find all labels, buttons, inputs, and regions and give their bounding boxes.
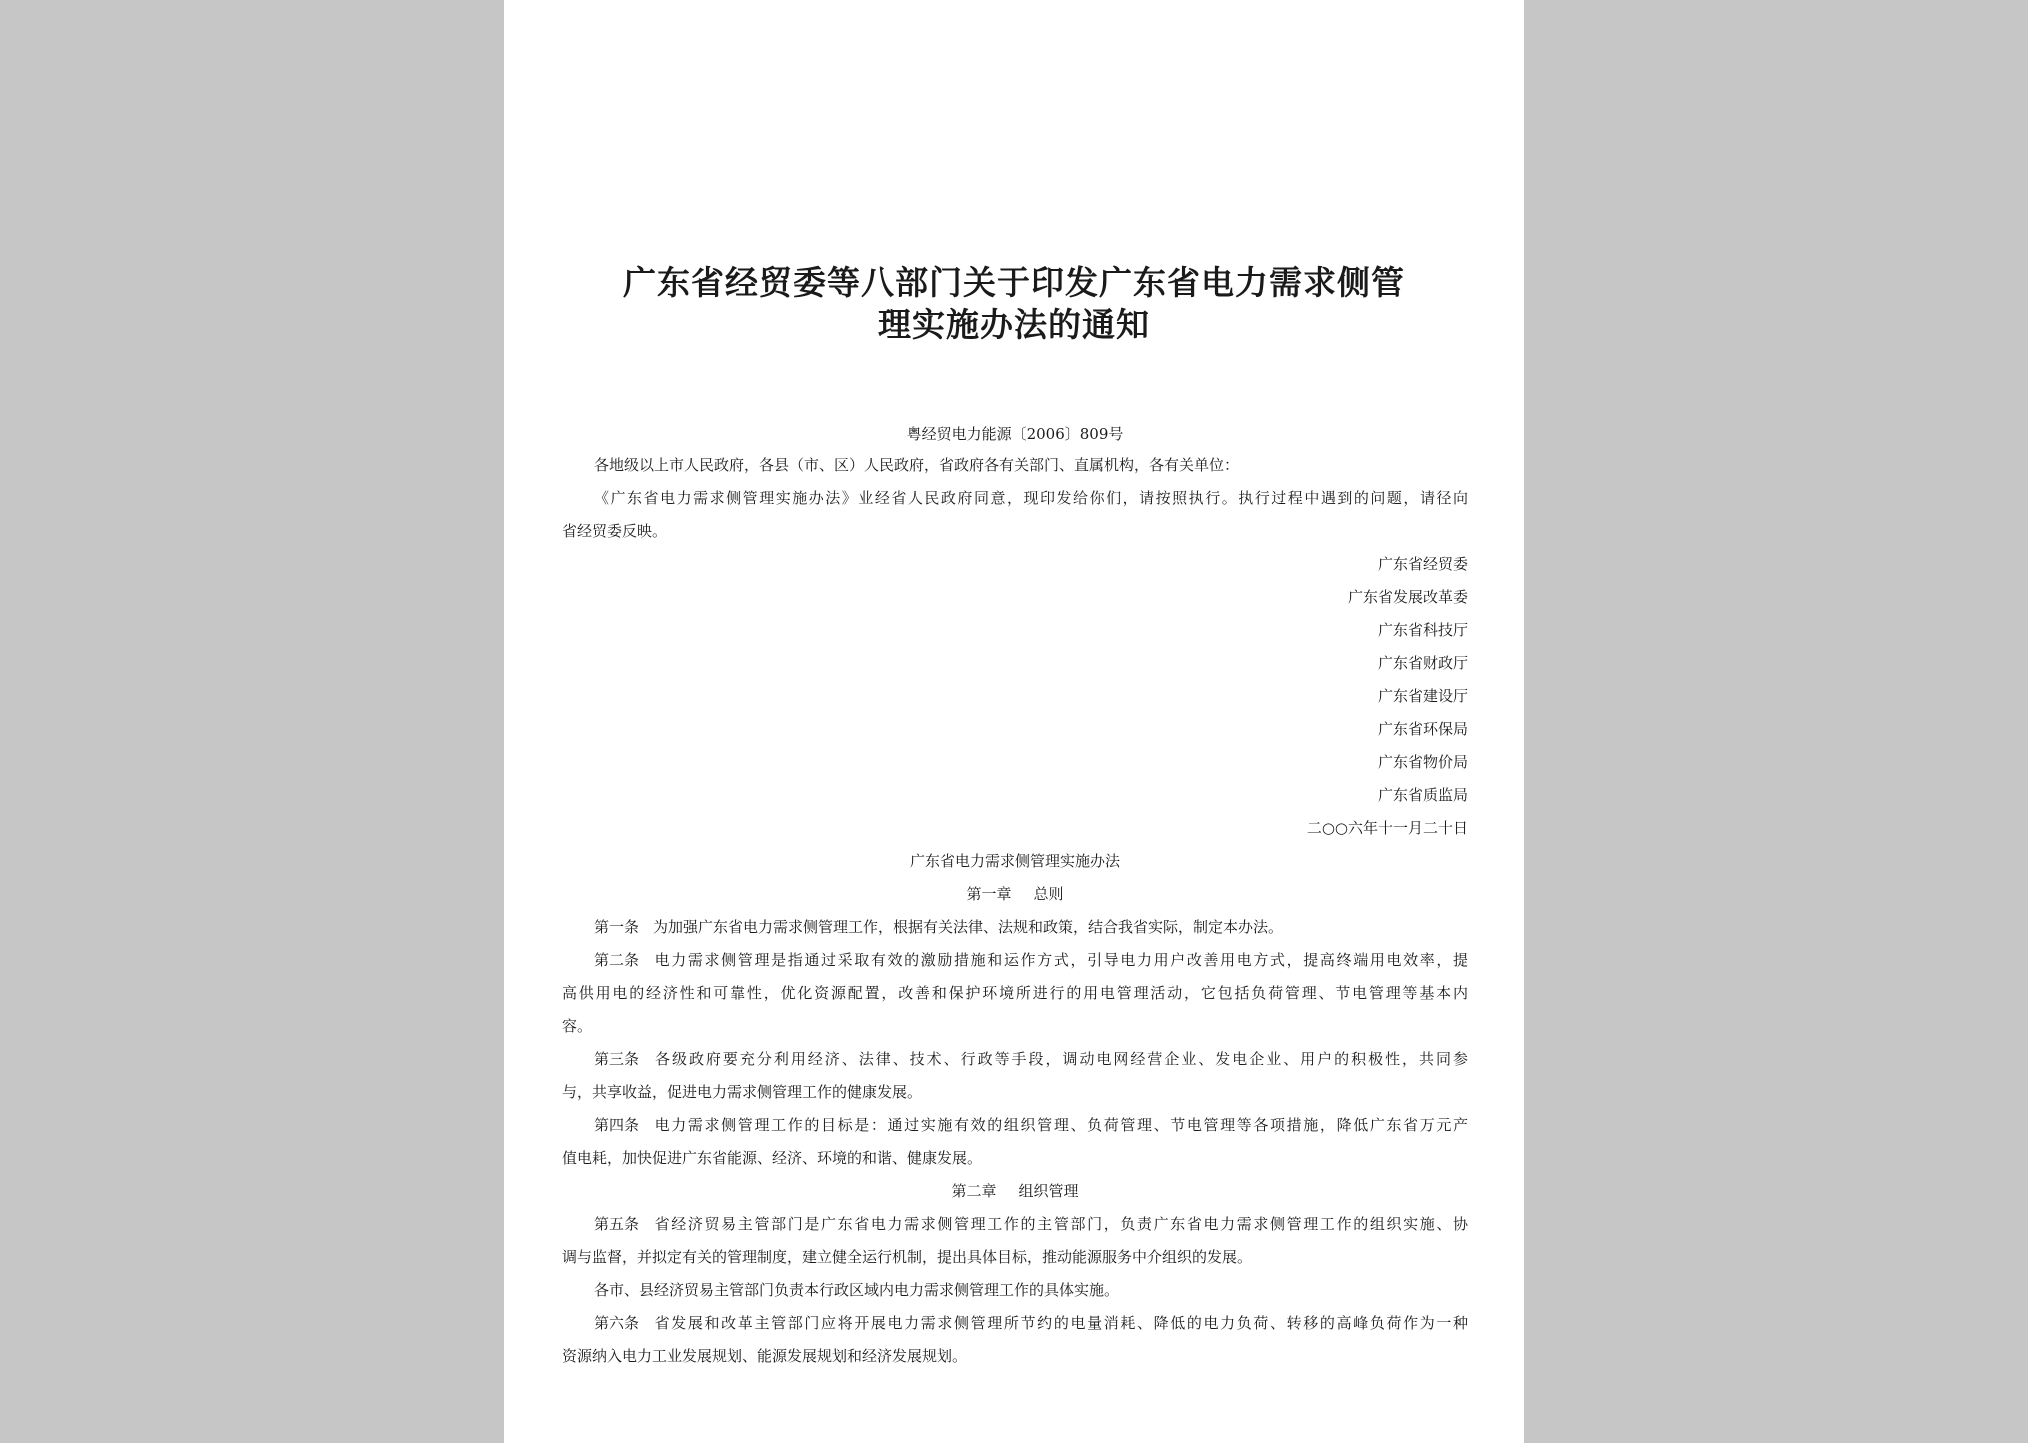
article-2-label: 第二条 bbox=[594, 951, 640, 969]
article-6-text-1: 省发展和改革主管部门应将开展电力需求侧管理所节约的电量消耗、降低的电力负荷、转移的高峰负荷作为一种 bbox=[653, 1314, 1468, 1332]
article-1-text: 为加强广东省电力需求侧管理工作，根据有关法律、法规和政策，结合我省实际，制定本办法。 bbox=[653, 918, 1284, 936]
signatory-1: 广东省经贸委 bbox=[1377, 555, 1468, 573]
signatory-6: 广东省环保局 bbox=[1377, 720, 1468, 738]
article-3-line-2: 与，共享收益，促进电力需求侧管理工作的健康发展。 bbox=[562, 1083, 923, 1101]
title-line-2: 理实施办法的通知 bbox=[878, 305, 1150, 344]
chapter-1-heading bbox=[562, 885, 1468, 903]
measures-title: 广东省电力需求侧管理实施办法 bbox=[909, 852, 1120, 870]
document-page bbox=[504, 0, 1524, 1443]
chapter-1-label: 第一章 bbox=[966, 885, 1012, 903]
article-1-label: 第一条 bbox=[594, 918, 640, 936]
article-5-text-1: 省经济贸易主管部门是广东省电力需求侧管理工作的主管部门，负责广东省电力需求侧管理工作的组织实施、协 bbox=[653, 1215, 1468, 1233]
article-2-line-2: 高供用电的经济性和可靠性，优化资源配置，改善和保护环境所进行的用电管理活动，它包括负荷管理、节电管理等基本内 bbox=[562, 984, 1468, 1002]
article-5-line-2: 调与监督，并拟定有关的管理制度，建立健全运行机制，提出具体目标，推动能源服务中介组织的发展。 bbox=[562, 1248, 1253, 1266]
signatory-2: 广东省发展改革委 bbox=[1347, 588, 1468, 606]
article-6-line-1 bbox=[562, 1314, 1468, 1332]
article-4-line-2: 值电耗，加快促进广东省能源、经济、环境的和谐、健康发展。 bbox=[562, 1149, 983, 1167]
chapter-2-heading bbox=[562, 1182, 1468, 1200]
article-6-label: 第六条 bbox=[594, 1314, 640, 1332]
issue-date: 二○○六年十一月二十日 bbox=[1306, 819, 1468, 837]
signatory-4: 广东省财政厅 bbox=[1377, 654, 1468, 672]
article-4-text-1: 电力需求侧管理工作的目标是：通过实施有效的组织管理、负荷管理、节电管理等各项措施，降低广东省万元产 bbox=[653, 1116, 1468, 1134]
article-3-line-1 bbox=[562, 1050, 1468, 1068]
article-2-text-1: 电力需求侧管理是指通过采取有效的激励措施和运作方式，引导电力用户改善用电方式，提高终端用电效率，提 bbox=[653, 951, 1468, 969]
article-2-line-3: 容。 bbox=[562, 1017, 593, 1035]
signatory-3: 广东省科技厅 bbox=[1377, 621, 1468, 639]
chapter-2-name: 组织管理 bbox=[1018, 1182, 1079, 1200]
article-4-label: 第四条 bbox=[594, 1116, 640, 1134]
intro-line-1: 《广东省电力需求侧管理实施办法》业经省人民政府同意，现印发给你们，请按照执行。执行过程中遇到的问题，请径向 bbox=[594, 489, 1468, 507]
article-5-line-1 bbox=[562, 1215, 1468, 1233]
article-3-label: 第三条 bbox=[594, 1050, 640, 1068]
article-1 bbox=[562, 918, 1468, 936]
article-5-label: 第五条 bbox=[594, 1215, 640, 1233]
article-6-line-2: 资源纳入电力工业发展规划、能源发展规划和经济发展规划。 bbox=[562, 1347, 968, 1365]
document-number: 粤经贸电力能源〔2006〕809号 bbox=[906, 425, 1124, 443]
article-3-text-1: 各级政府要充分利用经济、法律、技术、行政等手段，调动电网经营企业、发电企业、用户的积极性，共同参 bbox=[653, 1050, 1468, 1068]
signatory-7: 广东省物价局 bbox=[1377, 753, 1468, 771]
recipients: 各地级以上市人民政府，各县（市、区）人民政府，省政府各有关部门、直属机构，各有关单位： bbox=[594, 456, 1240, 474]
article-5-line-3: 各市、县经济贸易主管部门负责本行政区域内电力需求侧管理工作的具体实施。 bbox=[594, 1281, 1120, 1299]
article-2-line-1 bbox=[562, 951, 1468, 969]
title-line-1: 广东省经贸委等八部门关于印发广东省电力需求侧管 bbox=[623, 263, 1405, 302]
document-title bbox=[599, 262, 1429, 346]
intro-line-2: 省经贸委反映。 bbox=[562, 522, 668, 540]
signatory-5: 广东省建设厅 bbox=[1377, 687, 1468, 705]
signatory-8: 广东省质监局 bbox=[1377, 786, 1468, 804]
chapter-1-name: 总则 bbox=[1033, 885, 1064, 903]
chapter-2-label: 第二章 bbox=[951, 1182, 997, 1200]
article-4-line-1 bbox=[562, 1116, 1468, 1134]
